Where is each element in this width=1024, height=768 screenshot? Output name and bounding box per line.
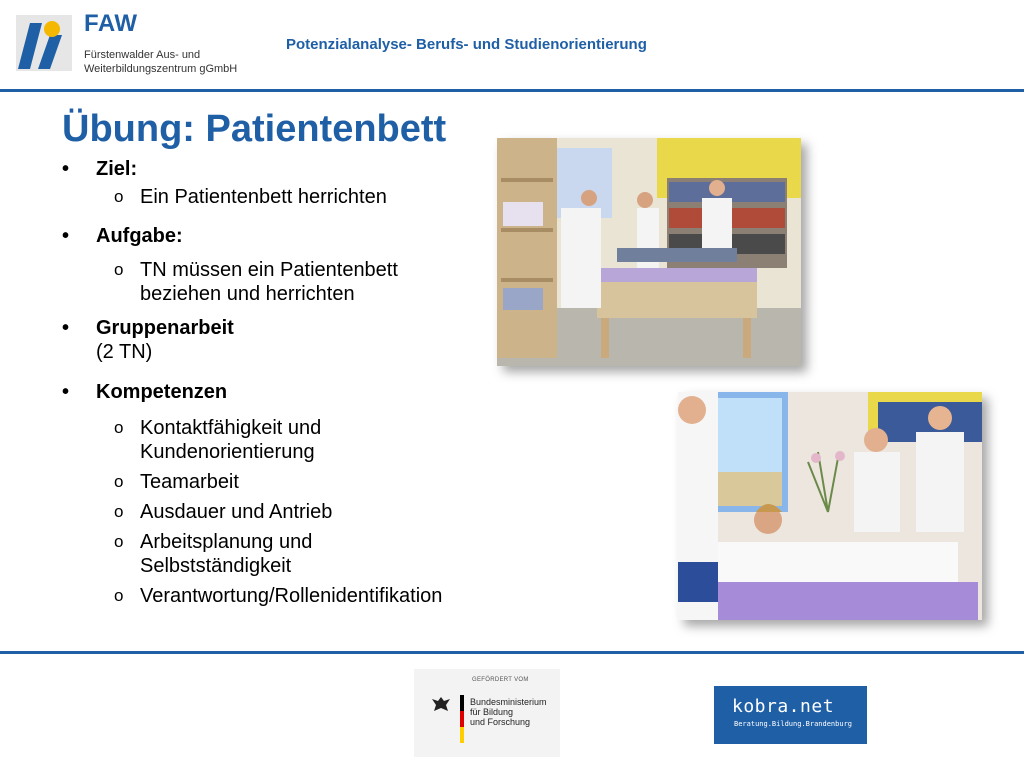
sub-mark: o <box>114 502 124 521</box>
sub-bullet-line: TN müssen ein Patientenbett <box>140 259 398 281</box>
slide-title: Übung: Patientenbett <box>62 108 447 150</box>
sub-bullet-line: beziehen und herrichten <box>140 283 355 305</box>
bullet-list <box>62 157 502 608</box>
sub-bullet <box>62 500 502 524</box>
sub-bullet <box>62 584 502 608</box>
bullet-mark: • <box>62 381 70 403</box>
bullet-mark: • <box>62 158 70 180</box>
sub-bullet-line: Arbeitsplanung und <box>140 531 313 553</box>
sub-bullet-line: Selbstständigkeit <box>140 555 292 577</box>
sub-mark: o <box>114 586 124 605</box>
german-flag-bar <box>460 695 464 743</box>
kobra-net-logo <box>714 686 867 744</box>
bullet-kompetenzen <box>62 380 502 404</box>
funder-line-2: für Bildung <box>470 707 514 717</box>
bullet-label: Gruppenarbeit <box>96 317 234 339</box>
org-line-1: Fürstenwalder Aus- und <box>84 49 201 61</box>
funder-line-3: und Forschung <box>470 717 531 727</box>
sub-bullet-line: Kundenorientierung <box>140 441 315 463</box>
sub-bullet <box>62 530 502 578</box>
photo-bed-training-room <box>497 138 801 366</box>
sub-mark: o <box>114 187 124 206</box>
funder-line-1: Bundesministerium <box>470 697 547 707</box>
bullet-label: Kompetenzen <box>96 381 228 403</box>
faw-logo <box>16 15 72 71</box>
faw-brand: FAW <box>84 10 138 37</box>
bullet-mark: • <box>62 225 70 247</box>
header-title: Potenzialanalyse- Berufs- und Studienorientierung <box>286 36 647 53</box>
eagle-icon <box>430 695 452 720</box>
bullet-aufgabe <box>62 224 502 248</box>
faw-org-name <box>84 48 237 76</box>
header-divider <box>0 89 1024 92</box>
sub-bullet-line: Ausdauer und Antrieb <box>140 501 333 523</box>
bullet-mark: • <box>62 317 70 339</box>
kobra-tagline: Beratung.Bildung.Brandenburg <box>734 720 853 728</box>
bullet-detail: (2 TN) <box>96 341 153 363</box>
bullet-gruppenarbeit <box>62 316 502 364</box>
bullet-label: Ziel: <box>96 158 138 180</box>
sub-mark: o <box>114 472 124 491</box>
sub-mark: o <box>114 260 124 279</box>
sub-bullet <box>62 185 502 209</box>
org-line-2: Weiterbildungszentrum gGmbH <box>84 63 238 75</box>
sub-mark: o <box>114 532 124 551</box>
bullet-label: Aufgabe: <box>96 225 183 247</box>
photo-making-bed <box>678 392 982 620</box>
sub-bullet-line: Teamarbeit <box>140 471 239 493</box>
footer-divider <box>0 651 1024 654</box>
sub-mark: o <box>114 418 124 437</box>
funder-name <box>470 697 547 727</box>
sub-bullet <box>62 416 502 464</box>
funder-heading: GEFÖRDERT VOM <box>472 677 529 683</box>
sub-bullet-line: Verantwortung/Rollenidentifikation <box>140 585 443 607</box>
bullet-ziel <box>62 157 502 181</box>
sub-bullet-text: Ein Patientenbett herrichten <box>140 186 387 208</box>
sub-bullet <box>62 470 502 494</box>
sub-bullet <box>62 258 502 306</box>
sub-bullet-line: Kontaktfähigkeit und <box>140 417 322 439</box>
kobra-name: kobra.net <box>732 696 835 717</box>
bmbf-logo <box>414 669 560 757</box>
